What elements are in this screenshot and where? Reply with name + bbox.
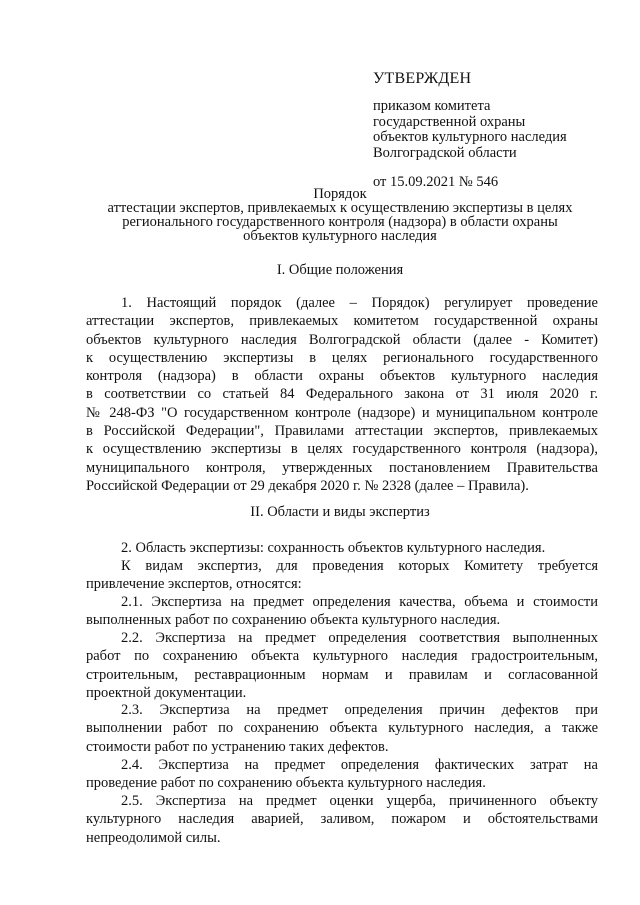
text-line: Российской Федерации от 29 декабря 2020 г. № 2328 (далее – Правила). bbox=[86, 477, 529, 494]
approval-order-line: приказом комитета bbox=[373, 98, 491, 114]
title-line: Порядок bbox=[313, 186, 367, 202]
text-line: к осуществлению экспертизы в целях регионального государственного bbox=[86, 349, 598, 366]
text-line: муниципального контроля, утвержденных постановлением Правительства bbox=[86, 459, 598, 476]
paragraph-2-3 bbox=[86, 701, 598, 756]
document-title bbox=[60, 187, 620, 243]
text-line: стоимости работ по устранению таких дефектов. bbox=[86, 738, 389, 755]
paragraph-3 bbox=[86, 557, 598, 594]
section-heading-areas: II. Области и виды экспертиз bbox=[250, 504, 430, 520]
approval-date: от 15.09.2021 № 546 bbox=[373, 174, 499, 190]
text-line: 2.1. Экспертиза на предмет определения качества, объема и стоимости bbox=[121, 594, 598, 610]
title-line: регионального государственного контроля (надзора) в области охраны bbox=[122, 214, 558, 230]
text-line: проектной документации. bbox=[86, 684, 247, 701]
title-line: аттестации экспертов, привлекаемых к осуществлению экспертизы в целях bbox=[107, 200, 573, 216]
approval-order-line: государственной охраны bbox=[373, 113, 526, 130]
text-line: аттестации экспертов, привлекаемых комитетом государственной охраны bbox=[86, 313, 598, 330]
text-line: привлечение экспертов, относятся: bbox=[86, 576, 302, 593]
text-line: 2.5. Экспертиза на предмет оценки ущерба, причиненного объекту bbox=[121, 793, 598, 809]
approval-heading: УТВЕРЖДЕН bbox=[373, 70, 472, 87]
approval-order bbox=[373, 99, 623, 161]
text-line: культурного наследия аварией, заливом, пожаром и обстоятельствами bbox=[86, 811, 598, 828]
text-line: № 248-ФЗ "О государственном контроле (надзоре) и муниципальном контроле bbox=[86, 404, 598, 421]
text-line: в соответствии со статьей 84 Федерального закона от 31 июля 2020 г. bbox=[86, 386, 598, 403]
approval-order-line: объектов культурного наследия bbox=[373, 129, 567, 145]
text-line: проведение работ по сохранению объекта культурного наследия. bbox=[86, 775, 486, 792]
paragraph-2-5 bbox=[86, 792, 598, 847]
section-heading-general: I. Общие положения bbox=[276, 262, 404, 278]
text-line: работ по сохранению объекта культурного наследия градостроительным, bbox=[86, 648, 598, 665]
text-line: 2. Область экспертизы: сохранность объектов культурного наследия. bbox=[121, 540, 546, 556]
paragraph-2-1 bbox=[86, 593, 598, 630]
text-line: к осуществлению экспертизы в целях государственного контроля (надзора), bbox=[86, 441, 598, 458]
text-line: непреодолимой силы. bbox=[86, 829, 221, 846]
text-line: 2.4. Экспертиза на предмет определения фактических затрат на bbox=[121, 757, 598, 773]
paragraph-2-2 bbox=[86, 629, 598, 702]
text-line: 2.3. Экспертиза на предмет определения причин дефектов при bbox=[121, 702, 598, 718]
text-line: строительным, реставрационным нормам и правилам и согласованной bbox=[86, 666, 598, 683]
paragraph-2 bbox=[86, 539, 598, 557]
text-line: контроля (надзора) в области охраны объектов культурного наследия bbox=[86, 368, 598, 385]
text-line: К видам экспертиз, для проведения которых Комитету требуется bbox=[121, 558, 598, 574]
text-line: объектов культурного наследия Волгоградской области (далее - Комитет) bbox=[86, 331, 598, 348]
approval-block bbox=[373, 70, 623, 190]
text-line: выполнении работ по сохранению объекта культурного наследия, а также bbox=[86, 720, 598, 737]
text-line: 1. Настоящий порядок (далее – Порядок) регулирует проведение bbox=[121, 295, 598, 311]
approval-order-line: Волгоградской области bbox=[373, 144, 517, 161]
text-line: 2.2. Экспертиза на предмет определения соответствия выполненных bbox=[121, 630, 598, 646]
paragraph-1 bbox=[86, 294, 598, 495]
paragraph-2-4 bbox=[86, 756, 598, 793]
title-line: объектов культурного наследия bbox=[243, 228, 437, 244]
text-line: выполненных работ по сохранению объекта культурного наследия. bbox=[86, 612, 501, 629]
text-line: в Российской Федерации", Правилами аттестации экспертов, привлекаемых bbox=[86, 423, 598, 440]
